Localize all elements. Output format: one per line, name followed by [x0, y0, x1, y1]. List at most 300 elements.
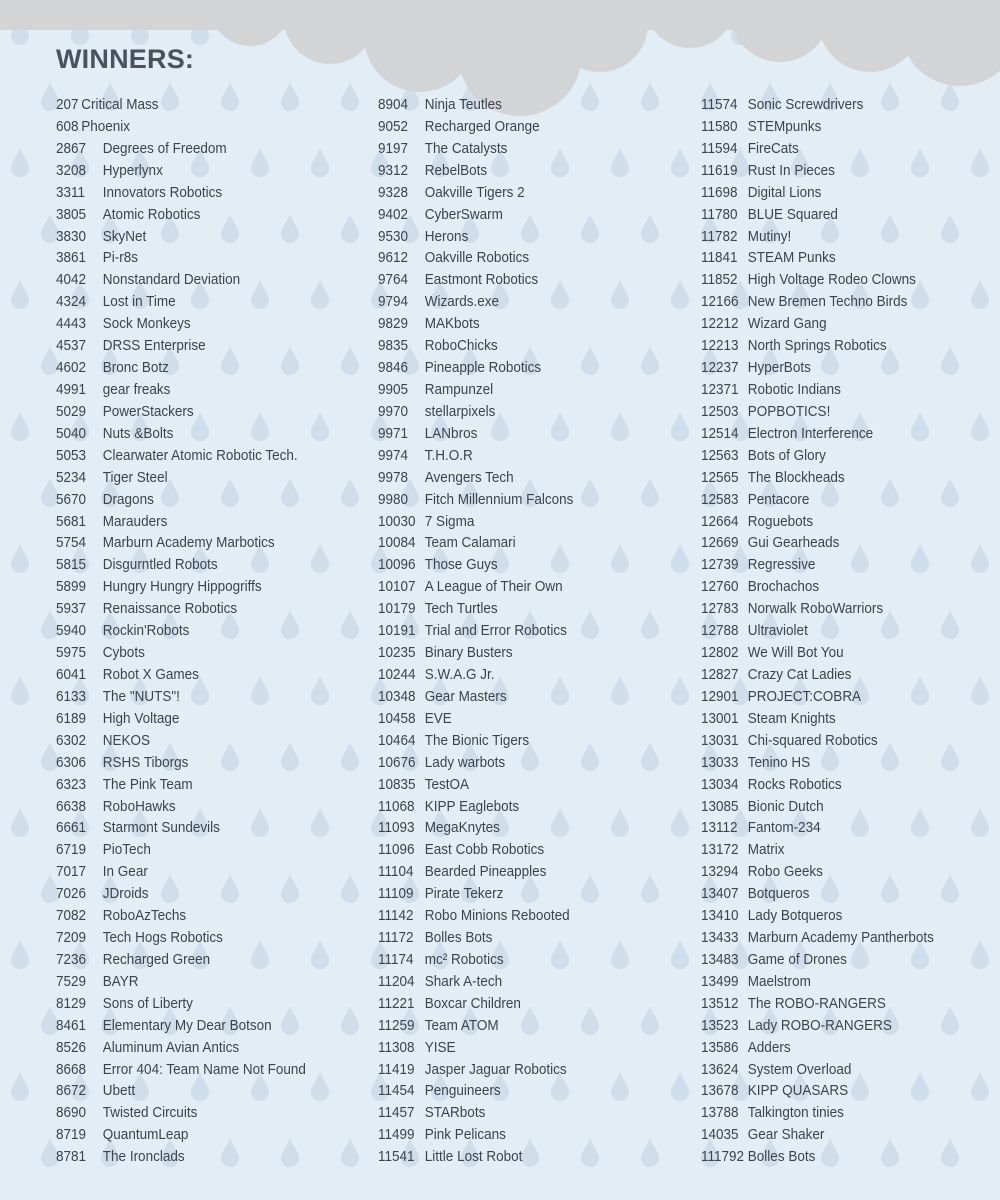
list-item: [701, 379, 934, 401]
list-item: [56, 730, 306, 752]
list-item: [56, 817, 306, 839]
raindrop-icon: [11, 280, 29, 309]
list-item: [378, 1146, 573, 1168]
team-number: 5975: [56, 644, 87, 662]
team-name: T.H.O.R: [424, 446, 473, 464]
raindrop-icon: [11, 676, 29, 705]
list-item: [701, 357, 934, 379]
list-item: [378, 861, 573, 883]
team-name: STEAM Punks: [747, 249, 836, 267]
team-name: In Gear: [102, 863, 148, 881]
team-number: 10096: [378, 556, 416, 574]
list-item: [701, 905, 934, 927]
team-name: S.W.A.G Jr.: [424, 665, 495, 683]
team-number: 13586: [701, 1038, 739, 1056]
team-name: CyberSwarm: [424, 205, 503, 223]
raindrop-icon: [611, 1072, 629, 1101]
team-number: 13033: [701, 753, 739, 771]
list-item: [378, 686, 573, 708]
team-name: New Bremen Techno Birds: [747, 293, 908, 311]
team-name: Ninja Teutles: [424, 96, 502, 113]
list-item: [378, 708, 573, 730]
list-item: [701, 620, 934, 642]
list-item: [56, 993, 306, 1015]
team-name: The Catalysts: [424, 139, 508, 157]
team-name: Team Calamari: [424, 534, 516, 552]
team-number: 9402: [378, 205, 409, 223]
list-item: [56, 401, 306, 423]
list-item: [701, 445, 934, 467]
list-item: [56, 138, 306, 160]
team-number: 10235: [378, 644, 416, 662]
team-name: Elementary My Dear Botson: [102, 1016, 272, 1034]
list-item: [56, 642, 306, 664]
team-name: Gear Masters: [424, 687, 507, 705]
team-number: 9312: [378, 161, 409, 179]
team-name: gear freaks: [102, 380, 171, 398]
raindrop-icon: [641, 610, 659, 639]
list-item: [56, 94, 306, 116]
team-number: 9530: [378, 227, 409, 245]
list-item: [56, 1080, 306, 1102]
list-item: [56, 554, 306, 576]
list-item: [56, 247, 306, 269]
raindrop-icon: [341, 214, 359, 243]
team-name: Avengers Tech: [424, 468, 514, 486]
team-number: 12760: [701, 578, 739, 596]
list-item: [378, 1080, 573, 1102]
team-name: Starmont Sundevils: [102, 819, 220, 837]
list-item: [56, 291, 306, 313]
team-name: DRSS Enterprise: [102, 337, 206, 355]
team-name: Twisted Circuits: [102, 1104, 198, 1122]
list-item: [56, 511, 306, 533]
team-name: Jasper Jaguar Robotics: [424, 1060, 567, 1078]
raindrop-icon: [671, 148, 689, 177]
list-item: [56, 971, 306, 993]
list-item: [56, 160, 306, 182]
list-item: [701, 730, 934, 752]
raindrop-icon: [671, 544, 689, 573]
list-item: [378, 839, 573, 861]
list-item: [701, 1059, 934, 1081]
list-item: [701, 1124, 934, 1146]
team-number: 3861: [56, 249, 87, 267]
raindrop-icon: [611, 544, 629, 573]
team-name: Error 404: Team Name Not Found: [102, 1060, 306, 1078]
team-number: 8672: [56, 1082, 87, 1100]
list-item: [56, 796, 306, 818]
team-number: 11499: [378, 1126, 415, 1144]
list-item: [56, 686, 306, 708]
team-number: 12514: [701, 424, 739, 442]
team-name: STEMpunks: [747, 117, 822, 135]
team-number: 13624: [701, 1060, 739, 1078]
raindrop-icon: [641, 742, 659, 771]
team-number: 11619: [701, 161, 738, 179]
team-number: 5040: [56, 424, 87, 442]
list-item: [378, 554, 573, 576]
team-number: 13001: [701, 709, 739, 727]
team-number: 6306: [56, 753, 87, 771]
team-number: 9905: [378, 380, 409, 398]
list-item: [701, 116, 934, 138]
list-item: [56, 182, 306, 204]
team-name: STARbots: [424, 1104, 486, 1122]
team-name: Lost in Time: [102, 293, 176, 311]
list-item: [378, 949, 573, 971]
list-item: [56, 927, 306, 949]
team-name: Degrees of Freedom: [102, 139, 227, 157]
list-item: [701, 94, 934, 116]
team-name: Binary Busters: [424, 644, 513, 662]
team-number: 11419: [378, 1060, 415, 1078]
list-item: [701, 861, 934, 883]
team-number: 8781: [56, 1148, 87, 1166]
team-name: SkyNet: [102, 227, 147, 245]
team-number: 10084: [378, 534, 416, 552]
team-name: 7 Sigma: [424, 512, 475, 530]
team-name: RSHS Tiborgs: [102, 753, 189, 771]
raindrop-icon: [341, 346, 359, 375]
team-number: 10107: [378, 578, 416, 596]
team-name: Bolles Bots: [747, 1148, 816, 1166]
raindrop-icon: [341, 478, 359, 507]
team-number: 12827: [701, 665, 739, 683]
list-item: [56, 949, 306, 971]
list-item: [378, 752, 573, 774]
team-number: 12783: [701, 600, 739, 618]
team-name: Rust In Pieces: [747, 161, 835, 179]
team-name: Robotic Indians: [747, 380, 841, 398]
list-item: [701, 927, 934, 949]
list-item: [56, 445, 306, 467]
team-number: 6302: [56, 731, 87, 749]
team-number: 13112: [701, 819, 738, 837]
team-name: Wizard Gang: [747, 315, 827, 333]
team-name: Electron Interference: [747, 424, 874, 442]
team-number: 5029: [56, 402, 87, 420]
list-item: [56, 423, 306, 445]
team-number: 9764: [378, 271, 409, 289]
list-item: [56, 1102, 306, 1124]
raindrop-icon: [971, 676, 989, 705]
list-item: [701, 489, 934, 511]
team-name: BAYR: [102, 972, 139, 990]
team-number: 12237: [701, 359, 739, 377]
team-number: 9971: [378, 424, 409, 442]
list-item: [378, 138, 573, 160]
team-number: 11096: [378, 841, 415, 859]
list-item: [701, 883, 934, 905]
list-item: [701, 752, 934, 774]
team-number: 6189: [56, 709, 87, 727]
raindrop-icon: [341, 874, 359, 903]
team-name: Nuts &Bolts: [102, 424, 174, 442]
team-name: mc² Robotics: [424, 950, 504, 968]
team-number: 4443: [56, 315, 87, 333]
team-name: East Cobb Robotics: [424, 841, 545, 859]
team-name: Clearwater Atomic Robotic Tech.: [102, 446, 298, 464]
team-number: 7082: [56, 907, 87, 925]
team-name: The Pink Team: [102, 775, 193, 793]
team-number: 9328: [378, 183, 409, 201]
team-number: 11142: [378, 907, 414, 925]
raindrop-icon: [11, 544, 29, 573]
team-name: Little Lost Robot: [424, 1148, 523, 1166]
list-item: [701, 598, 934, 620]
team-name: Lady Botqueros: [747, 907, 843, 925]
raindrop-icon: [11, 412, 29, 441]
team-number: 13499: [701, 972, 739, 990]
list-item: [56, 883, 306, 905]
team-name: Rockin'Robots: [102, 622, 190, 640]
team-number: 11541: [378, 1148, 415, 1166]
team-name: Game of Drones: [747, 950, 847, 968]
list-item: [378, 116, 573, 138]
team-number: 12213: [701, 337, 739, 355]
team-number: 6719: [56, 841, 87, 859]
team-name: Hungry Hungry Hippogriffs: [102, 578, 262, 596]
team-number: 12901: [701, 687, 739, 705]
list-item: [56, 204, 306, 226]
list-item: [701, 993, 934, 1015]
list-item: [378, 467, 573, 489]
list-item: [56, 489, 306, 511]
team-name: Norwalk RoboWarriors: [747, 600, 884, 618]
list-item: [701, 1015, 934, 1037]
team-number: 12739: [701, 556, 739, 574]
raindrop-icon: [641, 1138, 659, 1167]
team-number: 9197: [378, 139, 409, 157]
list-item: [378, 489, 573, 511]
team-number: 7017: [56, 863, 87, 881]
team-number: 7236: [56, 950, 87, 968]
list-item: [378, 182, 573, 204]
team-name: The Bionic Tigers: [424, 731, 530, 749]
team-number: 11104: [378, 863, 414, 881]
team-number: 7529: [56, 972, 87, 990]
team-name: Marburn Academy Marbotics: [102, 534, 275, 552]
team-number: 8129: [56, 994, 87, 1012]
team-name: EVE: [424, 709, 452, 727]
team-name: North Springs Robotics: [747, 337, 887, 355]
list-item: [56, 357, 306, 379]
list-item: [378, 511, 573, 533]
raindrop-icon: [611, 280, 629, 309]
team-name: Fitch Millennium Falcons: [424, 490, 574, 508]
team-name: Those Guys: [424, 556, 498, 574]
list-item: [378, 642, 573, 664]
list-item: [701, 817, 934, 839]
list-item: [56, 620, 306, 642]
raindrop-icon: [971, 148, 989, 177]
team-name: Robo Geeks: [747, 863, 823, 881]
list-item: [378, 379, 573, 401]
list-item: [701, 335, 934, 357]
list-item: [56, 598, 306, 620]
team-name: Shark A-tech: [424, 972, 503, 990]
team-name: LANbros: [424, 424, 478, 442]
team-name: MegaKnytes: [424, 819, 500, 837]
list-item: [701, 138, 934, 160]
list-item: [701, 796, 934, 818]
team-name: Pi-r8s: [102, 249, 139, 267]
team-number: 11093: [378, 819, 415, 837]
list-item: [378, 269, 573, 291]
team-number: 11782: [701, 227, 738, 245]
team-name: Talkington tinies: [747, 1104, 844, 1122]
team-number: 3311: [56, 183, 86, 201]
list-item: [378, 620, 573, 642]
list-item: [701, 313, 934, 335]
team-number: 7026: [56, 885, 87, 903]
team-number: 10179: [378, 600, 416, 618]
team-name: Crazy Cat Ladies: [747, 665, 852, 683]
team-name: Rocks Robotics: [747, 775, 842, 793]
raindrop-icon: [641, 214, 659, 243]
list-item: [701, 467, 934, 489]
team-number: 13483: [701, 950, 739, 968]
team-number: 13678: [701, 1082, 739, 1100]
team-name: Tenino HS: [747, 753, 811, 771]
raindrop-icon: [971, 808, 989, 837]
team-name: Boxcar Children: [424, 994, 521, 1012]
winners-column-3: [701, 94, 960, 1168]
team-number: 11174: [378, 950, 414, 968]
team-number: 13410: [701, 907, 739, 925]
list-item: [56, 861, 306, 883]
list-item: [378, 313, 573, 335]
team-number: 3805: [56, 205, 87, 223]
team-number: 207: [56, 96, 79, 113]
list-item: [701, 1080, 934, 1102]
team-name: Atomic Robotics: [102, 205, 201, 223]
team-name: Trial and Error Robotics: [424, 622, 567, 640]
list-item: [56, 708, 306, 730]
list-item: [701, 1146, 934, 1168]
team-name: PowerStackers: [102, 402, 194, 420]
raindrop-icon: [11, 808, 29, 837]
raindrop-icon: [671, 1072, 689, 1101]
list-item: [378, 291, 573, 313]
list-item: [701, 708, 934, 730]
team-name: Herons: [424, 227, 469, 245]
team-name: Digital Lions: [747, 183, 822, 201]
team-number: 3208: [56, 161, 87, 179]
team-number: 13512: [701, 994, 739, 1012]
team-number: 5234: [56, 468, 87, 486]
team-number: 11698: [701, 183, 738, 201]
list-item: [701, 532, 934, 554]
team-name: Marburn Academy Pantherbots: [747, 929, 934, 947]
raindrop-icon: [971, 940, 989, 969]
team-name: Bronc Botz: [102, 359, 169, 377]
team-name: A League of Their Own: [424, 578, 563, 596]
team-name: PioTech: [102, 841, 151, 859]
list-item: [701, 1037, 934, 1059]
list-item: [378, 576, 573, 598]
team-name: Disgurntled Robots: [102, 556, 218, 574]
team-name: Bearded Pineapples: [424, 863, 547, 881]
raindrop-icon: [341, 1138, 359, 1167]
team-name: Cybots: [102, 644, 145, 662]
raindrop-icon: [971, 544, 989, 573]
list-item: [701, 774, 934, 796]
raindrop-icon: [671, 940, 689, 969]
team-name: The "NUTS"!: [102, 687, 180, 705]
team-number: 12371: [701, 380, 739, 398]
team-number: 11780: [701, 205, 738, 223]
team-name: Ultraviolet: [747, 622, 808, 640]
team-name: Critical Mass: [81, 96, 159, 113]
list-item: [701, 247, 934, 269]
raindrop-icon: [611, 412, 629, 441]
team-name: We Will Bot You: [747, 644, 844, 662]
team-name: Botqueros: [747, 885, 810, 903]
team-name: Mutiny!: [747, 227, 792, 245]
raindrop-icon: [971, 412, 989, 441]
list-item: [378, 445, 573, 467]
raindrop-icon: [671, 412, 689, 441]
team-number: 5681: [56, 512, 87, 530]
raindrop-icon: [611, 676, 629, 705]
team-number: 10676: [378, 753, 416, 771]
list-item: [378, 423, 573, 445]
team-number: 8690: [56, 1104, 87, 1122]
team-number: 11574: [701, 96, 738, 113]
team-name: POPBOTICS!: [747, 402, 831, 420]
team-number: 6323: [56, 775, 87, 793]
team-name: RebelBots: [424, 161, 488, 179]
team-name: Recharged Orange: [424, 117, 540, 135]
team-number: 10244: [378, 665, 416, 683]
list-item: [378, 817, 573, 839]
team-name: FireCats: [747, 139, 799, 157]
team-number: 11454: [378, 1082, 415, 1100]
team-name: Pirate Tekerz: [424, 885, 504, 903]
team-number: 12583: [701, 490, 739, 508]
list-item: [56, 1059, 306, 1081]
list-item: [378, 993, 573, 1015]
team-number: 11068: [378, 797, 415, 815]
team-name: Regressive: [747, 556, 816, 574]
team-name: Oakville Tigers 2: [424, 183, 525, 201]
list-item: [701, 642, 934, 664]
list-item: [56, 576, 306, 598]
team-name: Bots of Glory: [747, 446, 826, 464]
team-number: 11221: [378, 994, 415, 1012]
team-number: 11109: [378, 885, 414, 903]
team-name: High Voltage Rodeo Clowns: [747, 271, 916, 289]
raindrop-icon: [341, 1006, 359, 1035]
team-name: NEKOS: [102, 731, 151, 749]
raindrop-icon: [11, 940, 29, 969]
team-number: 5937: [56, 600, 87, 618]
list-item: [378, 226, 573, 248]
list-item: [56, 905, 306, 927]
team-name: Innovators Robotics: [102, 183, 223, 201]
list-item: [701, 269, 934, 291]
team-number: 12503: [701, 402, 739, 420]
list-item: [378, 160, 573, 182]
list-item: [378, 204, 573, 226]
team-number: 4991: [56, 380, 87, 398]
team-number: 11580: [701, 117, 738, 135]
team-name: Marauders: [102, 512, 168, 530]
team-name: The Blockheads: [747, 468, 845, 486]
raindrop-icon: [641, 1006, 659, 1035]
